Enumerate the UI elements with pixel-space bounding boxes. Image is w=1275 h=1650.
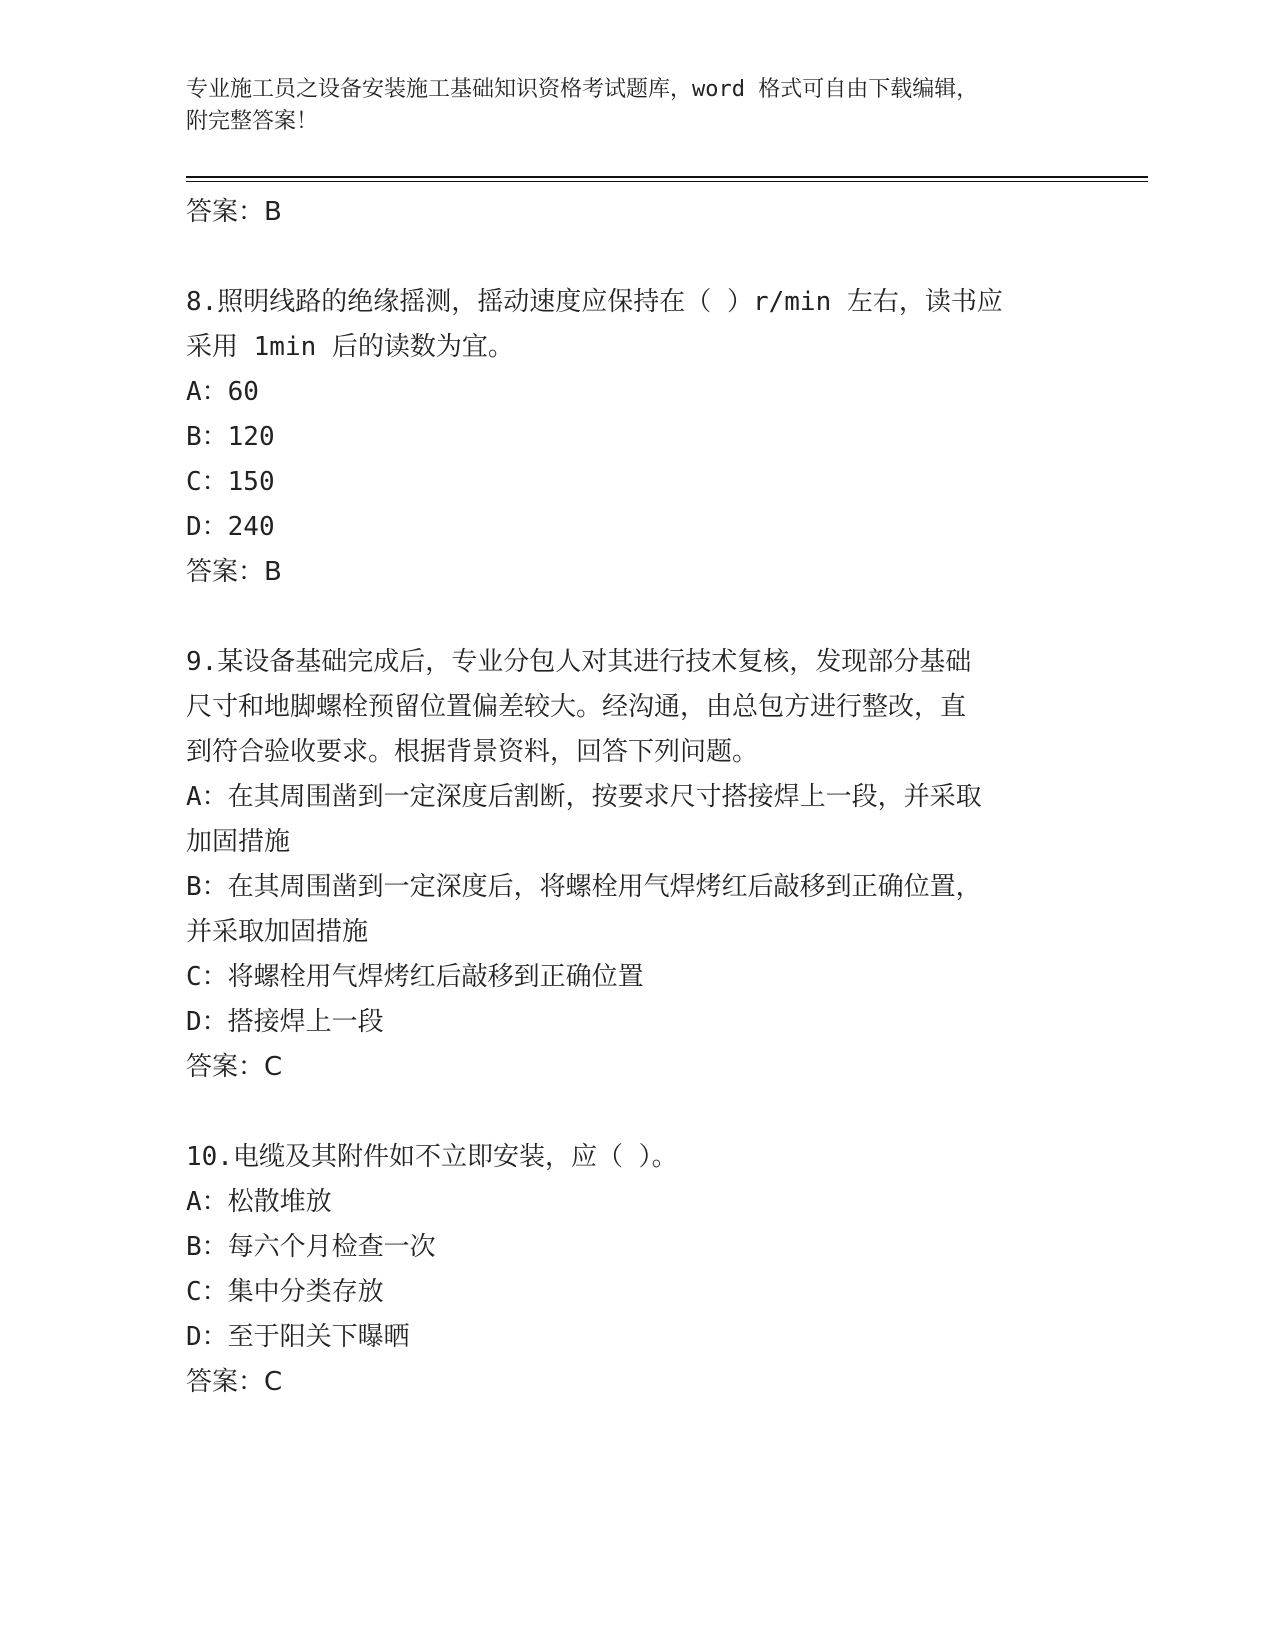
header-divider-thick [186, 176, 1148, 178]
spacer [186, 1090, 1086, 1135]
question-10-option-a: A：松散堆放 [186, 1187, 332, 1217]
question-10-option-d: D：至于阳关下曝晒 [186, 1322, 410, 1352]
question-10-option-c: C：集中分类存放 [186, 1277, 384, 1307]
question-8-option-b: B：120 [186, 422, 275, 452]
question-8-option-c: C：150 [186, 467, 275, 497]
question-10-text: 10.电缆及其附件如不立即安装，应（ ）。 [186, 1142, 678, 1172]
question-8-text-line-2: 采用 1min 后的读数为宜。 [186, 332, 514, 362]
question-9-text-line-1: 9.某设备基础完成后，专业分包人对其进行技术复核，发现部分基础 [186, 647, 972, 677]
spacer [186, 595, 1086, 640]
header-line-1: 专业施工员之设备安装施工基础知识资格考试题库，word 格式可自由下载编辑， [186, 77, 979, 102]
question-9-answer: 答案：C [186, 1052, 283, 1082]
question-8-text-line-1: 8.照明线路的绝缘摇测，摇动速度应保持在（ ）r/min 左右，读书应 [186, 287, 1003, 317]
question-9 [186, 640, 1086, 1090]
header-line-2: 附完整答案！ [186, 109, 319, 134]
question-9-option-a-line-2: 加固措施 [186, 827, 291, 857]
question-8-option-d: D：240 [186, 512, 275, 542]
question-9-option-d: D：搭接焊上一段 [186, 1007, 384, 1037]
question-10-option-b: B：每六个月检查一次 [186, 1232, 436, 1262]
question-10-answer: 答案：C [186, 1367, 283, 1397]
question-9-option-b-line-1: B：在其周围凿到一定深度后，将螺栓用气焊烤红后敲移到正确位置， [186, 872, 982, 902]
document-header [186, 74, 1066, 138]
question-8-option-a: A：60 [186, 377, 259, 407]
question-9-option-c: C：将螺栓用气焊烤红后敲移到正确位置 [186, 962, 644, 992]
question-8 [186, 280, 1086, 595]
question-10 [186, 1135, 1086, 1405]
previous-answer: 答案：B [186, 197, 282, 227]
spacer [186, 235, 1086, 280]
question-9-text-line-3: 到符合验收要求。根据背景资料，回答下列问题。 [186, 737, 759, 767]
question-8-answer: 答案：B [186, 557, 282, 587]
question-9-text-line-2: 尺寸和地脚螺栓预留位置偏差较大。经沟通，由总包方进行整改，直 [186, 692, 967, 722]
header-divider-thin [186, 181, 1148, 182]
question-9-option-a-line-1: A：在其周围凿到一定深度后割断，按要求尺寸搭接焊上一段，并采取 [186, 782, 982, 812]
question-9-option-b-line-2: 并采取加固措施 [186, 917, 369, 947]
question-list [186, 190, 1086, 1405]
